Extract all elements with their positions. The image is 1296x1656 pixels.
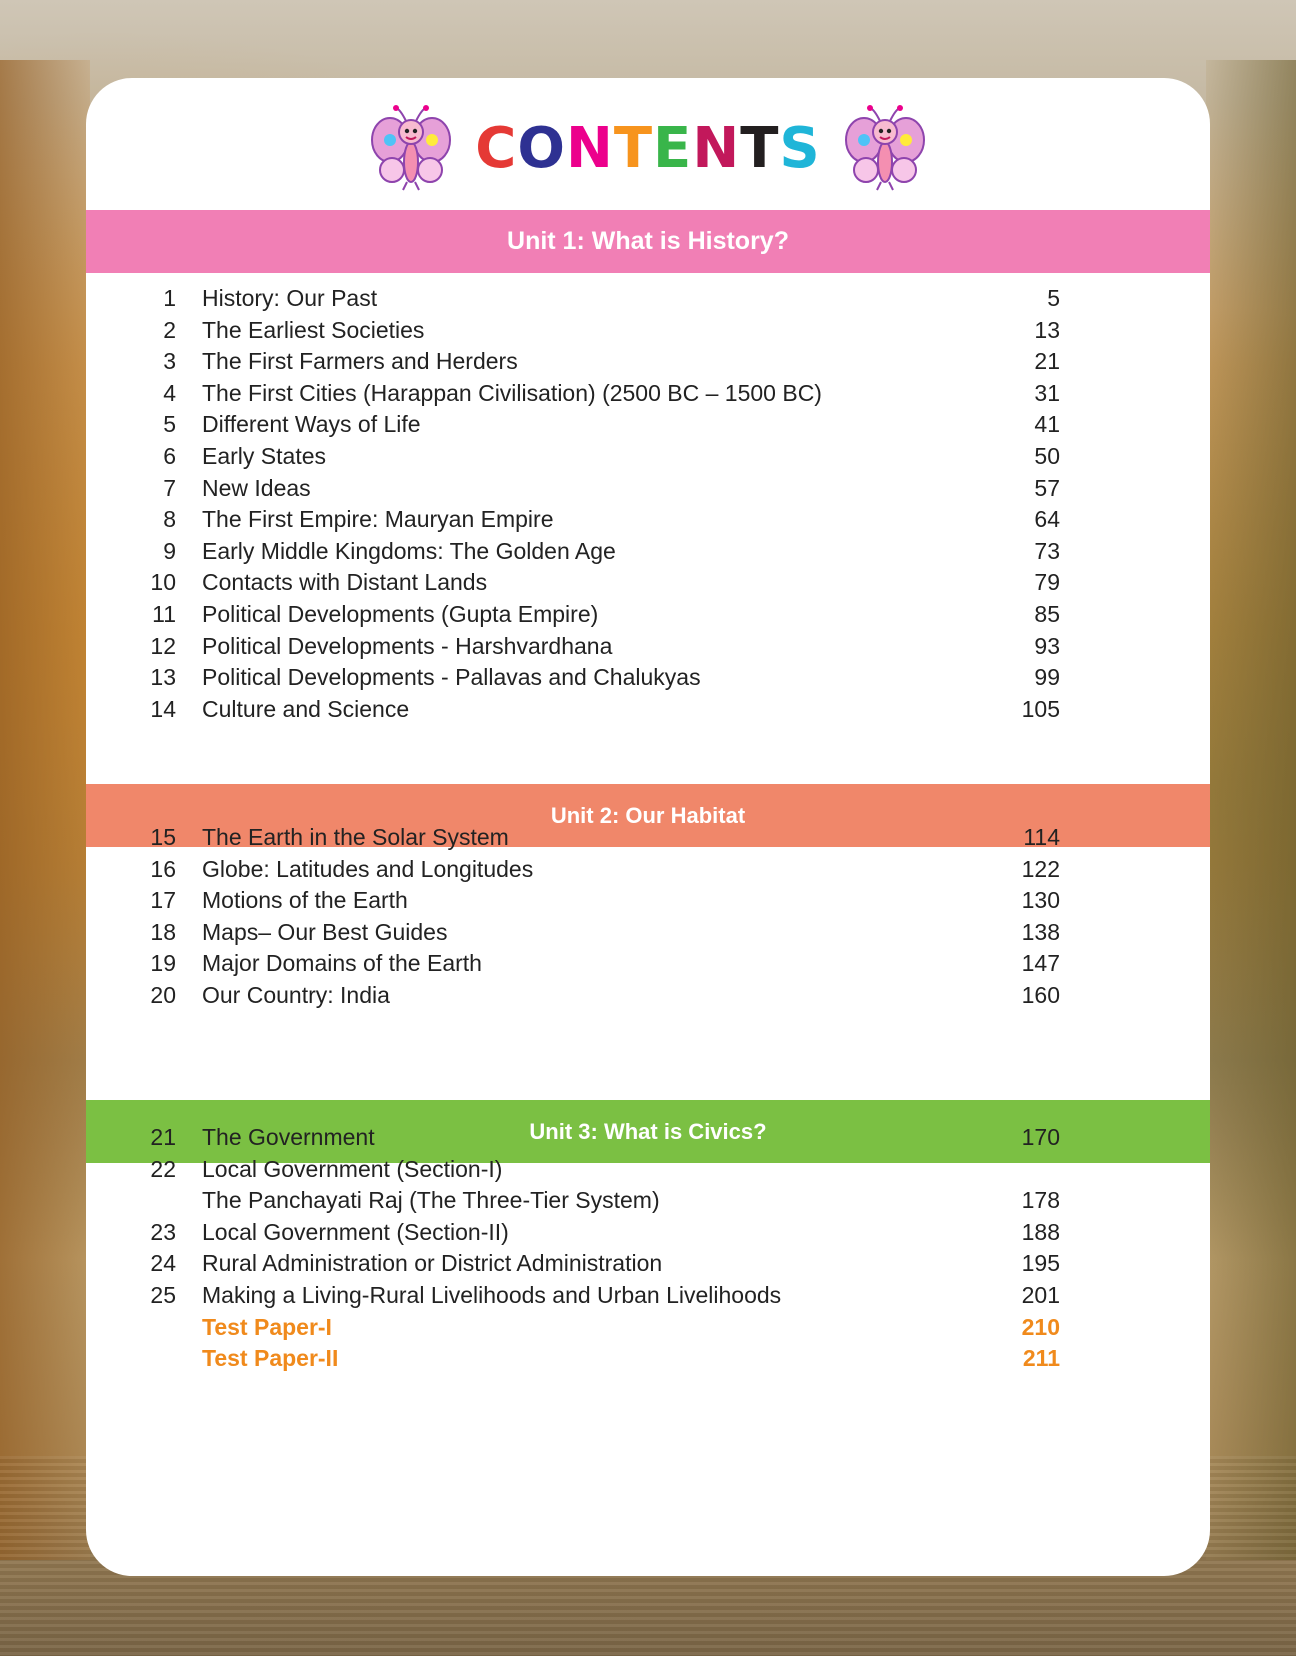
contents-title-letter: N: [565, 116, 614, 181]
chapter-title: Political Developments (Gupta Empire): [202, 600, 599, 627]
chapter-title: Maps– Our Best Guides: [202, 918, 448, 945]
chapter-entry: [86, 980, 1210, 1012]
contents-title-letter: N: [692, 116, 741, 181]
chapter-page: 5: [1047, 285, 1060, 311]
chapter-title: Local Government (Section-II): [202, 1218, 509, 1245]
chapter-entry: [86, 315, 1210, 347]
chapter-title: Political Developments - Pallavas and Chalukyas: [202, 664, 701, 691]
chapter-title: The Earliest Societies: [202, 316, 425, 343]
chapter-entry: [86, 346, 1210, 378]
contents-title-letter: S: [779, 116, 821, 181]
unit-3-chapter-list: [86, 1122, 1210, 1375]
unit-3-header: Unit 3: What is Civics?: [86, 1100, 1210, 1163]
chapter-page: 41: [1034, 411, 1060, 438]
chapter-title: The First Farmers and Herders: [202, 348, 518, 375]
chapter-entry: [86, 948, 1210, 980]
chapter-entry: [86, 917, 1210, 949]
contents-card: [86, 78, 1210, 1576]
chapter-number: 4: [163, 379, 176, 406]
contents-title-letter: T: [613, 116, 654, 181]
chapter-title: Major Domains of the Earth: [202, 950, 482, 977]
chapter-entry: [86, 504, 1210, 536]
chapter-page: 170: [1021, 1124, 1060, 1150]
chapter-title: Globe: Latitudes and Longitudes: [202, 855, 534, 882]
chapter-number: 14: [150, 695, 176, 722]
test-paper-entry: [86, 1343, 1210, 1375]
chapter-entry: [86, 1217, 1210, 1249]
chapter-title: Rural Administration or District Administration: [202, 1250, 663, 1277]
chapter-page: 105: [1021, 695, 1060, 722]
unit-2-chapter-list: [86, 822, 1210, 1012]
contents-title: [86, 116, 1210, 182]
chapter-entry: [86, 822, 1210, 854]
chapter-page: 31: [1034, 379, 1060, 406]
chapter-entry: [86, 567, 1210, 599]
chapter-title: Contacts with Distant Lands: [202, 569, 488, 596]
chapter-number: 5: [163, 411, 176, 438]
contents-header: [86, 78, 1210, 210]
chapter-entry: [86, 473, 1210, 505]
chapter-page: 73: [1034, 537, 1060, 564]
background-right-palace: [1206, 60, 1296, 1560]
butterfly-mascot-icon: [844, 104, 926, 192]
background-left-fort: [0, 60, 90, 1560]
chapter-page: 147: [1021, 950, 1060, 977]
chapter-page: 160: [1021, 981, 1060, 1008]
chapter-number: 13: [150, 664, 176, 691]
chapter-entry: [86, 854, 1210, 886]
chapter-number: 19: [150, 950, 176, 977]
chapter-entry: [86, 441, 1210, 473]
unit-1-chapter-list: [86, 283, 1210, 725]
chapter-number: 15: [150, 824, 176, 850]
chapter-number: 18: [150, 918, 176, 945]
chapter-title: Making a Living-Rural Livelihoods and Urban Livelihoods: [202, 1281, 782, 1308]
chapter-page: 195: [1021, 1250, 1060, 1277]
chapter-number: 21: [150, 1124, 176, 1150]
chapter-title: Different Ways of Life: [202, 411, 421, 438]
chapter-number: 23: [150, 1218, 176, 1245]
chapter-title: Our Country: India: [202, 981, 390, 1008]
chapter-page: 178: [1021, 1187, 1060, 1214]
chapter-page: 13: [1034, 316, 1060, 343]
chapter-number: 17: [150, 887, 176, 914]
contents-title-letter: T: [740, 116, 780, 181]
chapter-page: 85: [1034, 600, 1060, 627]
chapter-number: 9: [163, 537, 176, 564]
chapter-title: Early States: [202, 442, 326, 469]
chapter-number: 2: [163, 316, 176, 343]
chapter-page: 122: [1021, 855, 1060, 882]
chapter-entry: [86, 885, 1210, 917]
chapter-entry: [86, 662, 1210, 694]
chapter-entry: [86, 283, 1210, 315]
chapter-number: 3: [163, 348, 176, 375]
chapter-entry: [86, 409, 1210, 441]
chapter-page: 188: [1021, 1218, 1060, 1245]
chapter-title: The Earth in the Solar System: [202, 824, 509, 850]
chapter-title: The First Cities (Harappan Civilisation) (2500 BC – 1500 BC): [202, 379, 822, 406]
chapter-entry: [86, 1185, 1210, 1217]
chapter-entry: [86, 1280, 1210, 1312]
chapter-entry: [86, 694, 1210, 726]
chapter-title: Early Middle Kingdoms: The Golden Age: [202, 537, 616, 564]
chapter-entry: [86, 631, 1210, 663]
chapter-page: 201: [1021, 1281, 1060, 1308]
chapter-page: 50: [1034, 442, 1060, 469]
contents-title-letter: O: [517, 116, 566, 181]
chapter-title: History: Our Past: [202, 285, 378, 311]
chapter-number: 7: [163, 474, 176, 501]
chapter-page: 64: [1034, 506, 1060, 533]
chapter-page: 138: [1021, 918, 1060, 945]
test-paper-page: 211: [1022, 1345, 1060, 1372]
chapter-title: Motions of the Earth: [202, 887, 408, 914]
chapter-number: 25: [150, 1281, 176, 1308]
chapter-page: 114: [1023, 824, 1060, 850]
chapter-title: New Ideas: [202, 474, 311, 501]
chapter-page: 21: [1034, 348, 1060, 375]
chapter-number: 20: [150, 981, 176, 1008]
chapter-number: 12: [150, 632, 176, 659]
chapter-title: The Government: [202, 1124, 375, 1150]
chapter-number: 10: [150, 569, 176, 596]
chapter-number: 16: [150, 855, 176, 882]
chapter-title: Local Government (Section-I): [202, 1155, 503, 1182]
chapter-entry: [86, 536, 1210, 568]
test-paper-title: Test Paper-I: [202, 1313, 332, 1340]
chapter-number: 11: [152, 600, 176, 627]
unit-1-header: Unit 1: What is History?: [86, 210, 1210, 273]
chapter-title: Culture and Science: [202, 695, 410, 722]
test-paper-page: 210: [1021, 1313, 1060, 1340]
contents-title-letter: E: [653, 116, 693, 181]
chapter-title: The Panchayati Raj (The Three-Tier System): [202, 1187, 660, 1214]
chapter-title: The First Empire: Mauryan Empire: [202, 506, 554, 533]
chapter-page: 93: [1034, 632, 1060, 659]
chapter-title: Political Developments - Harshvardhana: [202, 632, 613, 659]
chapter-entry: [86, 1122, 1210, 1154]
contents-title-letter: C: [475, 116, 518, 181]
unit-2-header: Unit 2: Our Habitat: [86, 784, 1210, 847]
chapter-number: 6: [163, 442, 176, 469]
chapter-entry: [86, 378, 1210, 410]
chapter-number: 24: [150, 1250, 176, 1277]
chapter-entry: [86, 599, 1210, 631]
chapter-entry: [86, 1154, 1210, 1186]
chapter-page: 130: [1021, 887, 1060, 914]
chapter-page: 57: [1034, 474, 1060, 501]
chapter-number: 8: [163, 506, 176, 533]
chapter-page: 79: [1034, 569, 1060, 596]
test-paper-title: Test Paper-II: [202, 1345, 339, 1372]
chapter-page: 99: [1034, 664, 1060, 691]
test-paper-entry: [86, 1312, 1210, 1344]
chapter-number: 22: [150, 1155, 176, 1182]
chapter-entry: [86, 1248, 1210, 1280]
chapter-number: 1: [163, 285, 176, 311]
